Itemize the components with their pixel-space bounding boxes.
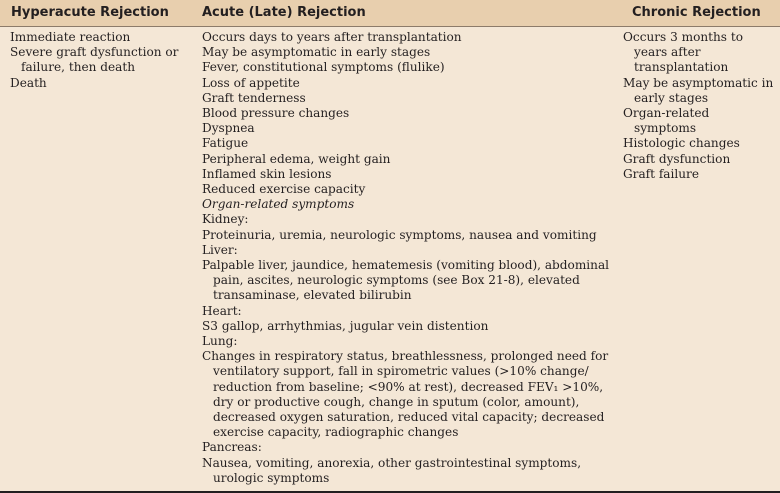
acute-item: Graft tenderness bbox=[202, 90, 306, 105]
chronic-column bbox=[620, 30, 780, 486]
chronic-item: Occurs 3 months to years after transplantation bbox=[623, 30, 743, 75]
acute-item: May be asymptomatic in early stages bbox=[202, 45, 431, 60]
chronic-item: Organ-related symptoms bbox=[623, 106, 710, 136]
acute-item: Reduced exercise capacity bbox=[202, 182, 366, 197]
chronic-item: Graft dysfunction bbox=[623, 151, 731, 166]
hyperacute-column bbox=[0, 30, 200, 486]
acute-column bbox=[200, 30, 620, 486]
hyperacute-item: Severe graft dysfunction or failure, then death bbox=[10, 45, 179, 75]
acute-item: Fatigue bbox=[202, 136, 249, 151]
acute-item: Blood pressure changes bbox=[202, 106, 350, 121]
acute-item: Inflamed skin lesions bbox=[202, 166, 332, 181]
organ-label-kidney: Kidney: bbox=[202, 212, 249, 227]
header-acute: Acute (Late) Rejection bbox=[202, 5, 366, 20]
organ-related-subheading: Organ-related symptoms bbox=[202, 197, 355, 212]
organ-label-liver: Liver: bbox=[202, 242, 238, 257]
acute-item: Changes in respiratory status, breathlessness, prolonged need for ventilatory support, fall in spirometric values (>10% change/ reduction from baseline; <90% at rest), decreased FEV₁ >10%, dry or productive cough, change in sputum (color, amount), decreased oxygen saturation, reduced vital capacity; decreased exercise capacity, radiographic changes bbox=[202, 349, 609, 440]
acute-item: Loss of appetite bbox=[202, 75, 300, 90]
acute-item: Nausea, vomiting, anorexia, other gastrointestinal symptoms, urologic symptoms bbox=[202, 455, 582, 485]
acute-item: Occurs days to years after transplantation bbox=[202, 30, 462, 44]
acute-item: Peripheral edema, weight gain bbox=[202, 151, 391, 166]
acute-item: Palpable liver, jaundice, hematemesis (vomiting blood), abdominal pain, ascites, neurologic symptoms (see Box 21-8), elevated transaminase, elevated bilirubin bbox=[202, 258, 610, 303]
table-header bbox=[0, 0, 780, 27]
chronic-item: Histologic changes bbox=[623, 136, 740, 151]
hyperacute-item: Death bbox=[10, 75, 47, 90]
acute-item: S3 gallop, arrhythmias, jugular vein distention bbox=[202, 318, 489, 333]
hyperacute-item: Immediate reaction bbox=[10, 30, 131, 44]
organ-label-lung: Lung: bbox=[202, 334, 238, 349]
acute-item: Fever, constitutional symptoms (flulike) bbox=[202, 60, 445, 75]
table-body bbox=[0, 27, 780, 486]
acute-item: Proteinuria, uremia, neurologic symptoms, nausea and vomiting bbox=[202, 227, 597, 242]
organ-label-pancreas: Pancreas: bbox=[202, 440, 262, 455]
header-chronic: Chronic Rejection bbox=[632, 5, 761, 20]
chronic-item: May be asymptomatic in early stages bbox=[623, 75, 774, 105]
chronic-item: Graft failure bbox=[623, 166, 699, 181]
organ-label-heart: Heart: bbox=[202, 303, 242, 318]
acute-item: Dyspnea bbox=[202, 121, 255, 136]
header-hyperacute: Hyperacute Rejection bbox=[11, 5, 169, 20]
